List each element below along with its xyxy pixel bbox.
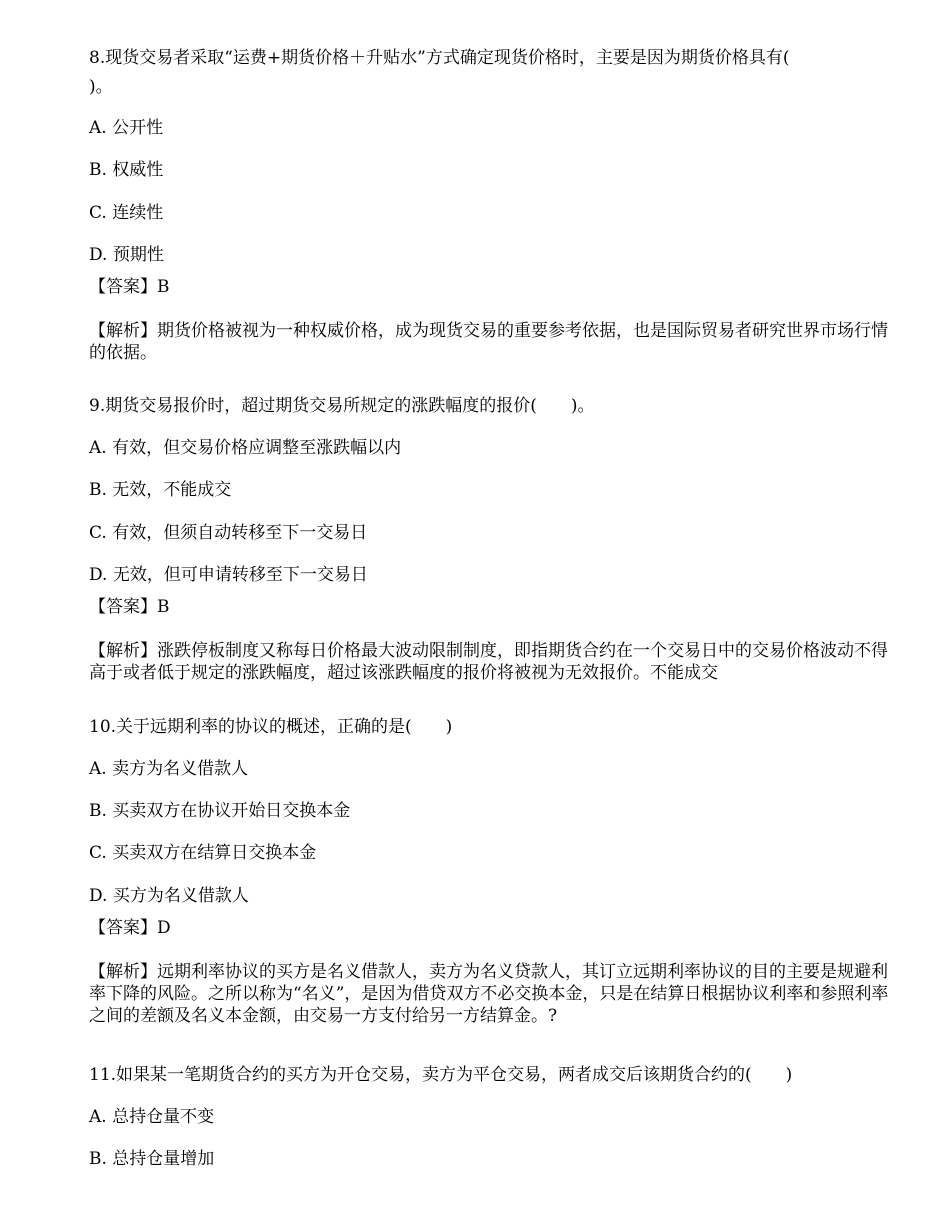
question-8-option-c: C. 连续性 <box>89 203 164 223</box>
question-9-answer: 【答案】B <box>89 597 170 617</box>
question-10-option-b: B. 买卖双方在协议开始日交换本金 <box>89 801 351 821</box>
question-10-option-d: D. 买方为名义借款人 <box>89 886 249 906</box>
question-10-analysis: 【解析】远期利率协议的买方是名义借款人，卖方为名义贷款人，其订立远期利率协议的目的主要是规避利率下降的风险。之所以称为“名义”，是因为借贷双方不必交换本金，只是在结算日根据协议利率和参照利率之间的差额及名义本金额，由交易一方支付给另一方结算金。? <box>89 962 889 1026</box>
question-8-answer: 【答案】B <box>89 277 170 297</box>
question-8-stem-continued: )。 <box>89 77 113 97</box>
question-11-option-b: B. 总持仓量增加 <box>89 1149 215 1169</box>
question-8-option-a: A. 公开性 <box>89 118 164 138</box>
question-8-stem: 8.现货交易者采取“运费+期货价格＋升贴水”方式确定现货价格时，主要是因为期货价格具有( <box>89 48 790 68</box>
question-10-option-c: C. 买卖双方在结算日交换本金 <box>89 843 317 863</box>
question-8-option-b: B. 权威性 <box>89 160 164 180</box>
question-10-answer: 【答案】D <box>89 918 171 938</box>
question-9-option-a: A. 有效，但交易价格应调整至涨跌幅以内 <box>89 438 402 458</box>
question-9-analysis: 【解析】涨跌停板制度又称每日价格最大波动限制制度，即指期货合约在一个交易日中的交易价格波动不得高于或者低于规定的涨跌幅度，超过该涨跌幅度的报价将被视为无效报价。不能成交 <box>89 641 888 683</box>
question-9-stem: 9.期货交易报价时，超过期货交易所规定的涨跌幅度的报价( )。 <box>89 396 595 416</box>
question-11-stem: 11.如果某一笔期货合约的买方为开仓交易，卖方为平仓交易，两者成交后该期货合约的( ) <box>89 1065 793 1085</box>
question-9-option-c: C. 有效，但须自动转移至下一交易日 <box>89 523 368 543</box>
question-10-stem: 10.关于远期利率的协议的概述，正确的是( ) <box>89 717 453 737</box>
question-11-option-a: A. 总持仓量不变 <box>89 1107 215 1127</box>
question-9-option-b: B. 无效，不能成交 <box>89 480 232 500</box>
question-9-option-d: D. 无效，但可申请转移至下一交易日 <box>89 565 368 585</box>
question-10-option-a: A. 卖方为名义借款人 <box>89 759 249 779</box>
question-8-analysis: 【解析】期货价格被视为一种权威价格，成为现货交易的重要参考依据，也是国际贸易者研究世界市场行情的依据。 <box>89 321 888 363</box>
question-8-option-d: D. 预期性 <box>89 245 164 265</box>
